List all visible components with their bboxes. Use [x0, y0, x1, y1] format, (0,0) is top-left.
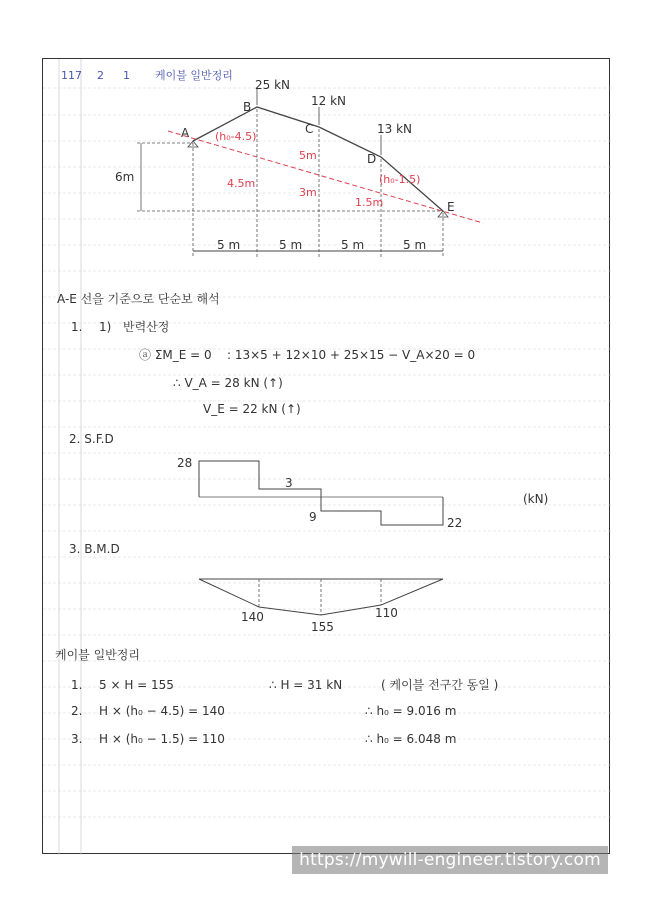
- sfd-unit: (kN): [523, 492, 549, 506]
- bmd-value-110: 110: [375, 606, 398, 620]
- red-label-15: 1.5m: [355, 196, 384, 209]
- summary-3-number: 3.: [71, 732, 83, 746]
- page-title: 케이블 일반정리: [155, 69, 233, 82]
- sfd-value-9: 9: [309, 510, 317, 524]
- step1-sub: 1): [99, 320, 112, 334]
- reaction-va: ∴ V_A = 28 kN (↑): [173, 376, 283, 390]
- red-label-h-b: (h₀-4.5): [215, 130, 257, 143]
- red-label-3: 3m: [299, 186, 317, 199]
- bmd-value-140: 140: [241, 610, 264, 624]
- cable-diagram: [115, 78, 483, 257]
- height-label: 6m: [115, 170, 135, 184]
- notebook-page: [42, 58, 610, 854]
- bmd-diagram: [199, 579, 443, 634]
- load-d: 13 kN: [377, 122, 413, 136]
- span-2: 5 m: [279, 238, 303, 252]
- step1-number: 1.: [71, 320, 83, 334]
- load-b: 25 kN: [255, 78, 291, 92]
- summary-2-number: 2.: [71, 704, 83, 718]
- span-1: 5 m: [217, 238, 241, 252]
- sfd-outline: [199, 461, 443, 525]
- point-a: A: [181, 126, 190, 140]
- summary-3-result: ∴ h₀ = 6.048 m: [365, 732, 457, 746]
- sfd-value-28: 28: [177, 456, 193, 470]
- notebook-content: [43, 59, 611, 855]
- summary-title: 케이블 일반정리: [55, 648, 140, 662]
- page-number: 117: [61, 69, 82, 82]
- summary-1-eq: 5 × H = 155: [99, 678, 174, 692]
- bmd-heading: 3. B.M.D: [69, 542, 120, 556]
- sfd-value-3: 3: [285, 476, 293, 490]
- bmd-value-155: 155: [311, 620, 334, 634]
- moment-eq-lhs: ⓐ ΣM_E = 0: [139, 348, 212, 362]
- load-c: 12 kN: [311, 94, 347, 108]
- sfd-heading: 2. S.F.D: [69, 432, 114, 446]
- item-number: 1: [123, 69, 130, 82]
- summary-2-eq: H × (h₀ − 4.5) = 140: [99, 704, 225, 718]
- red-label-45: 4.5m: [227, 177, 256, 190]
- chapter-number: 2: [97, 69, 104, 82]
- span-3: 5 m: [341, 238, 365, 252]
- summary-3-eq: H × (h₀ − 1.5) = 110: [99, 732, 225, 746]
- chord-line-ae: [168, 131, 483, 223]
- watermark: https://mywill-engineer.tistory.com: [292, 846, 608, 874]
- sfd-value-22: 22: [447, 516, 463, 530]
- summary-1-note: ( 케이블 전구간 동일 ): [381, 678, 499, 692]
- red-label-h-d: (h₀-1.5): [379, 173, 421, 186]
- sfd-diagram: [177, 456, 548, 530]
- point-e: E: [447, 200, 455, 214]
- span-4: 5 m: [403, 238, 427, 252]
- reaction-ve: V_E = 22 kN (↑): [203, 402, 301, 416]
- point-c: C: [305, 122, 314, 136]
- summary-1-number: 1.: [71, 678, 83, 692]
- red-label-5m: 5m: [299, 149, 317, 162]
- analysis-heading: A-E 선을 기준으로 단순보 해석: [57, 292, 220, 306]
- point-d: D: [367, 152, 377, 166]
- summary-1-result: ∴ H = 31 kN: [269, 678, 343, 692]
- moment-eq-rhs: : 13×5 + 12×10 + 25×15 − V_A×20 = 0: [227, 348, 476, 362]
- step1-title: 반력산정: [123, 320, 170, 334]
- point-b: B: [243, 100, 252, 114]
- summary-2-result: ∴ h₀ = 9.016 m: [365, 704, 457, 718]
